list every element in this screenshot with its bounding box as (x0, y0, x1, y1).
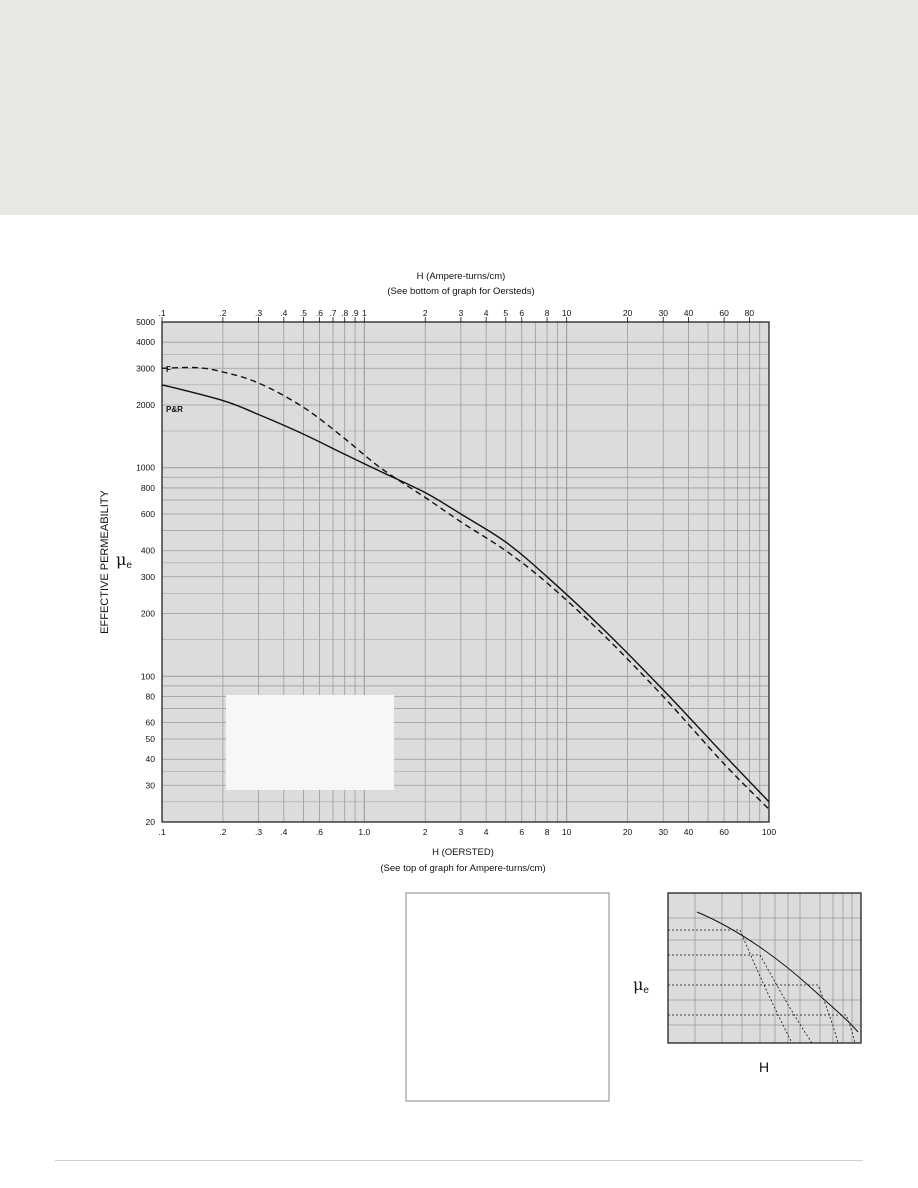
x-top-tick-label: 4 (483, 308, 489, 318)
footer-rule (55, 1160, 863, 1161)
blank-box (406, 893, 609, 1101)
x-top-tick-label: 30 (658, 308, 668, 318)
x-bottom-tick-label: 6 (519, 827, 525, 837)
x-bottom-tick-label: 8 (544, 827, 550, 837)
x-top-tick-label: .9 (351, 308, 359, 318)
x-bottom-tick-label: .4 (280, 827, 288, 837)
y-tick-label: 2000 (136, 399, 155, 410)
small-y-mu-symbol: μe (633, 975, 649, 996)
y-tick-label: 3000 (136, 363, 155, 374)
y-tick-label: 4000 (136, 337, 155, 348)
y-tick-label: 200 (140, 608, 155, 619)
x-top-tick-label: .6 (315, 308, 323, 318)
x-top-title: H (Ampere-turns/cm) (416, 271, 506, 282)
x-bottom-tick-label: 2 (422, 827, 428, 837)
x-bottom-tick-label: .2 (219, 827, 227, 837)
x-top-tick-label: 10 (561, 308, 572, 318)
y-tick-label: 30 (145, 780, 155, 791)
x-top-tick-label: 2 (422, 308, 428, 318)
x-top-tick-label: 40 (683, 308, 694, 318)
y-ticks (136, 317, 155, 827)
x-bottom-tick-label: .6 (315, 827, 323, 837)
x-bottom-tick-label: 10 (561, 827, 572, 837)
x-top-tick-label: 3 (458, 308, 464, 318)
small-plot-area (668, 893, 861, 1043)
x-top-tick-label: 6 (519, 308, 525, 318)
x-bottom-tick-label: 3 (458, 827, 464, 837)
x-top-tick-label: 80 (744, 308, 755, 318)
x-bottom-tick-label: 60 (719, 827, 729, 837)
y-tick-label: 5000 (136, 317, 155, 327)
small-x-label: H (758, 1059, 770, 1075)
series-label-f: F (166, 365, 171, 374)
x-top-tick-label: 8 (544, 308, 550, 318)
x-top-tick-label: .3 (254, 308, 263, 318)
y-tick-label: 60 (145, 717, 155, 728)
x-top-tick-label: .1 (158, 308, 166, 318)
x-bottom-tick-label: 40 (683, 827, 694, 837)
x-axis-title: H (OERSTED) (432, 847, 494, 858)
x-top-ticks (158, 308, 754, 322)
x-top-tick-label: .4 (280, 308, 288, 318)
x-top-tick-label: 60 (719, 308, 729, 318)
x-bottom-tick-label: 100 (761, 827, 777, 837)
blank-box-overlay (226, 695, 394, 790)
x-bottom-tick-label: 20 (622, 827, 633, 837)
x-bottom-ticks (158, 827, 776, 837)
y-tick-label: 600 (140, 509, 155, 520)
y-tick-label: 40 (145, 754, 155, 765)
y-tick-label: 50 (145, 734, 155, 745)
x-bottom-tick-label: .1 (158, 827, 166, 837)
y-tick-label: 400 (140, 545, 155, 556)
x-top-tick-label: 20 (622, 308, 633, 318)
series-label-pr: P&R (166, 405, 183, 414)
x-bottom-tick-label: 1.0 (358, 827, 371, 837)
y-tick-label: 300 (140, 571, 155, 582)
x-top-tick-label: .2 (219, 308, 227, 318)
y-axis-title: EFFECTIVE PERMEABILITY (99, 490, 111, 634)
y-axis-mu-symbol: μe (116, 550, 132, 571)
main-chart (99, 271, 776, 874)
x-top-tick-label: .5 (299, 308, 307, 318)
y-tick-label: 80 (145, 691, 155, 702)
x-top-tick-label: .7 (329, 308, 337, 318)
y-tick-label: 800 (140, 482, 155, 493)
x-bottom-tick-label: .3 (254, 827, 263, 837)
x-top-tick-label: .8 (341, 308, 349, 318)
x-axis-subtitle: (See top of graph for Ampere-turns/cm) (380, 863, 546, 874)
x-bottom-tick-label: 4 (483, 827, 489, 837)
x-top-tick-label: 1 (361, 308, 367, 318)
y-tick-label: 20 (145, 817, 155, 827)
x-top-tick-label: 5 (503, 308, 509, 318)
y-tick-label: 1000 (136, 462, 155, 473)
y-tick-label: 100 (140, 671, 155, 682)
x-bottom-tick-label: 30 (658, 827, 668, 837)
x-top-subtitle: (See bottom of graph for Oersteds) (387, 286, 535, 297)
small-chart (633, 893, 861, 1075)
